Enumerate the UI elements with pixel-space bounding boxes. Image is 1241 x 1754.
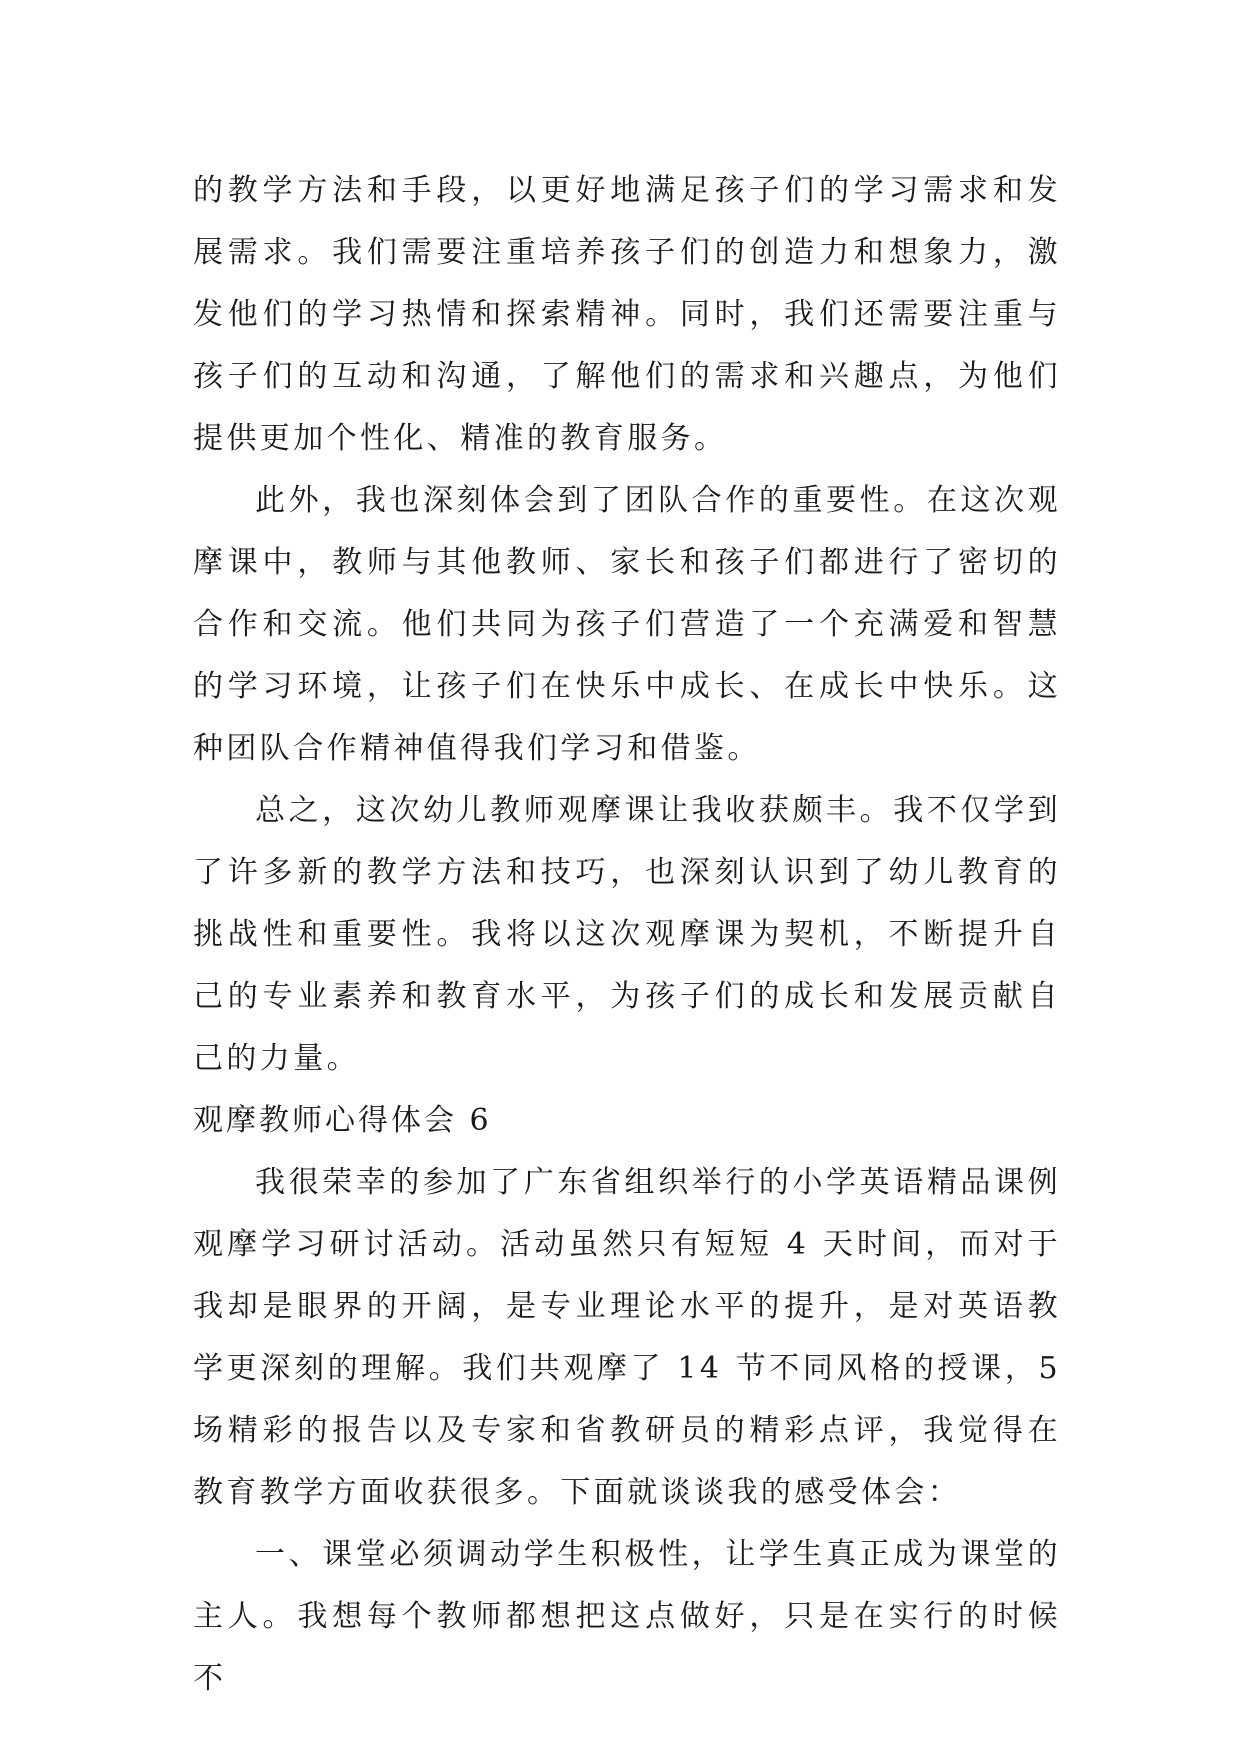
paragraph-summary: 总之，这次幼儿教师观摩课让我收获颇丰。我不仅学到了许多新的教学方法和技巧，也深刻认识到了幼儿教育的挑战性和重要性。我将以这次观摩课为契机，不断提升自己的专业素养和教育水平，为孩子们的成长和发展贡献自己的力量。 <box>193 793 1061 1076</box>
paragraph-point-one: 一、课堂必须调动学生积极性，让学生真正成为课堂的主人。我想每个教师都想把这点做好，只是在实行的时候不 <box>193 1537 1061 1696</box>
paragraph-continued: 的教学方法和手段，以更好地满足孩子们的学习需求和发展需求。我们需要注重培养孩子们的创造力和想象力，激发他们的学习热情和探索精神。同时，我们还需要注重与孩子们的互动和沟通，了解他们的需求和兴趣点，为他们提供更加个性化、精准的教育服务。 <box>193 173 1061 456</box>
paragraph-intro: 我很荣幸的参加了广东省组织举行的小学英语精品课例观摩学习研讨活动。活动虽然只有短短 4 天时间，而对于我却是眼界的开阔，是专业理论水平的提升，是对英语教学更深刻的理解。我们共观摩了 14 节不同风格的授课，5 场精彩的报告以及专家和省教研员的精彩点评，我觉得在教育教学方面收获很多。下面就谈谈我的感受体会： <box>193 1165 1061 1510</box>
document-body <box>193 160 1061 1710</box>
paragraph-teamwork: 此外，我也深刻体会到了团队合作的重要性。在这次观摩课中，教师与其他教师、家长和孩子们都进行了密切的合作和交流。他们共同为孩子们营造了一个充满爱和智慧的学习环境，让孩子们在快乐中成长、在成长中快乐。这种团队合作精神值得我们学习和借鉴。 <box>193 483 1061 766</box>
section-heading: 观摩教师心得体会 6 <box>193 1103 492 1138</box>
